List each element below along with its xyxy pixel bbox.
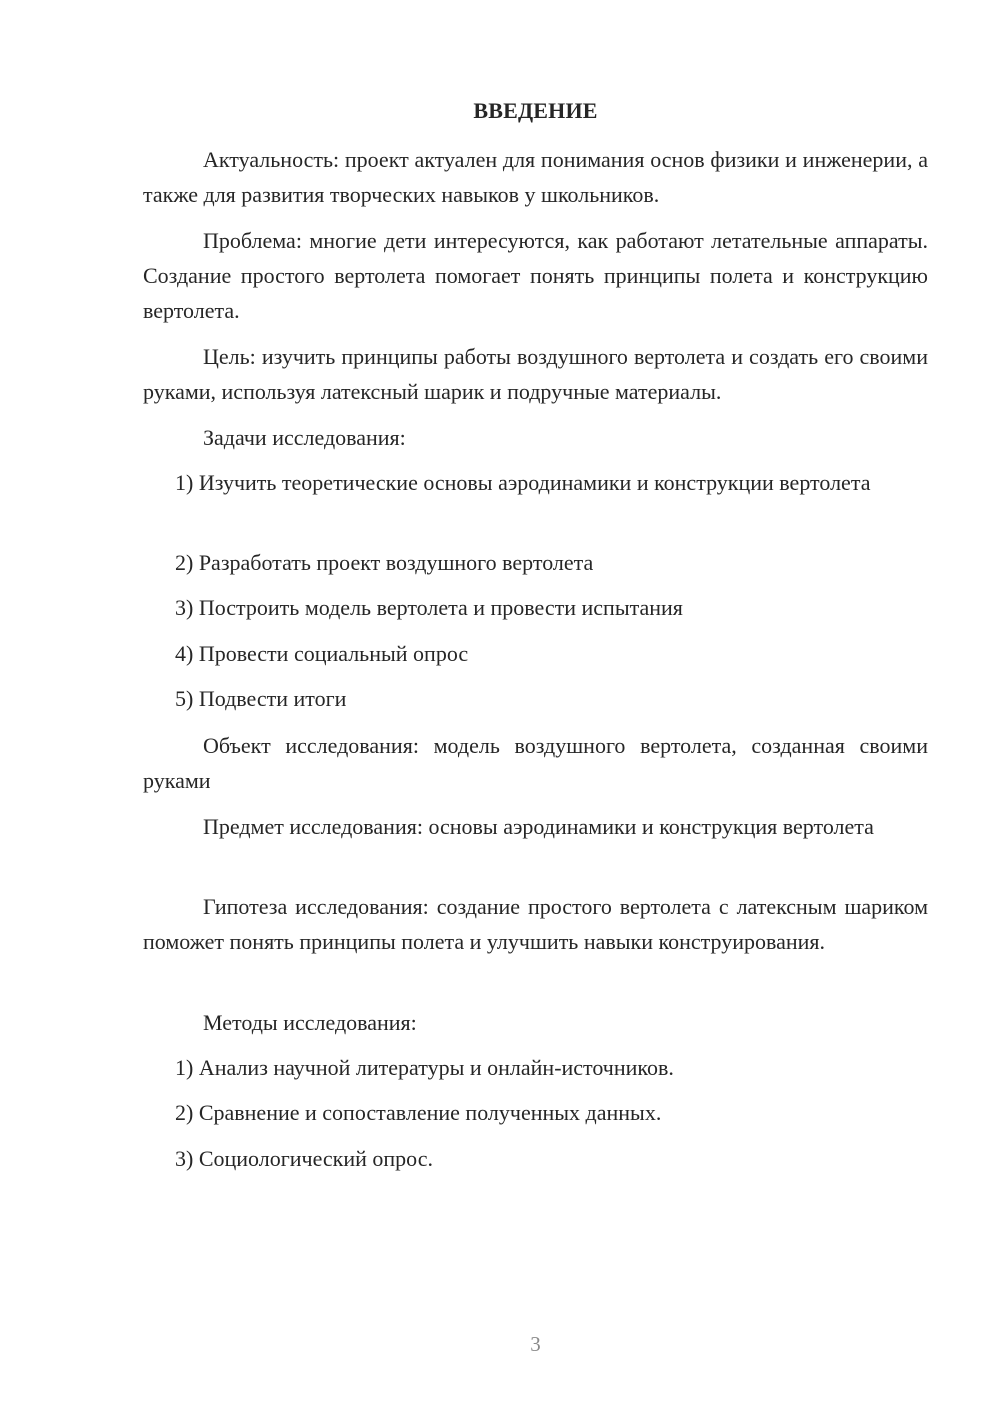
page-number: 3	[530, 1332, 541, 1356]
task-item: 2) Разработать проект воздушного вертолета	[175, 550, 594, 575]
task-item: 1) Изучить теоретические основы аэродинамики и конструкции вертолета	[175, 470, 871, 495]
method-item: 3) Социологический опрос.	[175, 1146, 433, 1171]
task-item: 4) Провести социальный опрос	[175, 641, 469, 666]
paragraph-subject: Предмет исследования: основы аэродинамики и конструкция вертолета	[203, 814, 874, 839]
paragraph-hypothesis: Гипотеза исследования: создание простого вертолета с латексным шариком поможет понять принципы полета и улучшить навыки конструирования.	[143, 894, 928, 954]
document-page	[143, 0, 928, 1414]
method-item: 1) Анализ научной литературы и онлайн-источников.	[175, 1055, 674, 1080]
method-item: 2) Сравнение и сопоставление полученных данных.	[175, 1100, 662, 1125]
paragraph-problem: Проблема: многие дети интересуются, как работают летательные аппараты. Создание простого вертолета помогает понять принципы полета и конструкцию вертолета.	[143, 228, 928, 323]
section-title: ВВЕДЕНИЕ	[473, 98, 598, 123]
paragraph-goal: Цель: изучить принципы работы воздушного вертолета и создать его своими руками, используя латексный шарик и подручные материалы.	[143, 344, 928, 404]
paragraph-relevance: Актуальность: проект актуален для понимания основ физики и инженерии, а также для развития творческих навыков у школьников.	[143, 147, 928, 207]
methods-heading: Методы исследования:	[203, 1010, 417, 1035]
task-item: 3) Построить модель вертолета и провести испытания	[175, 595, 683, 620]
paragraph-object: Объект исследования: модель воздушного вертолета, созданная своими руками	[143, 733, 928, 793]
tasks-heading: Задачи исследования:	[203, 425, 406, 450]
task-item: 5) Подвести итоги	[175, 686, 347, 711]
